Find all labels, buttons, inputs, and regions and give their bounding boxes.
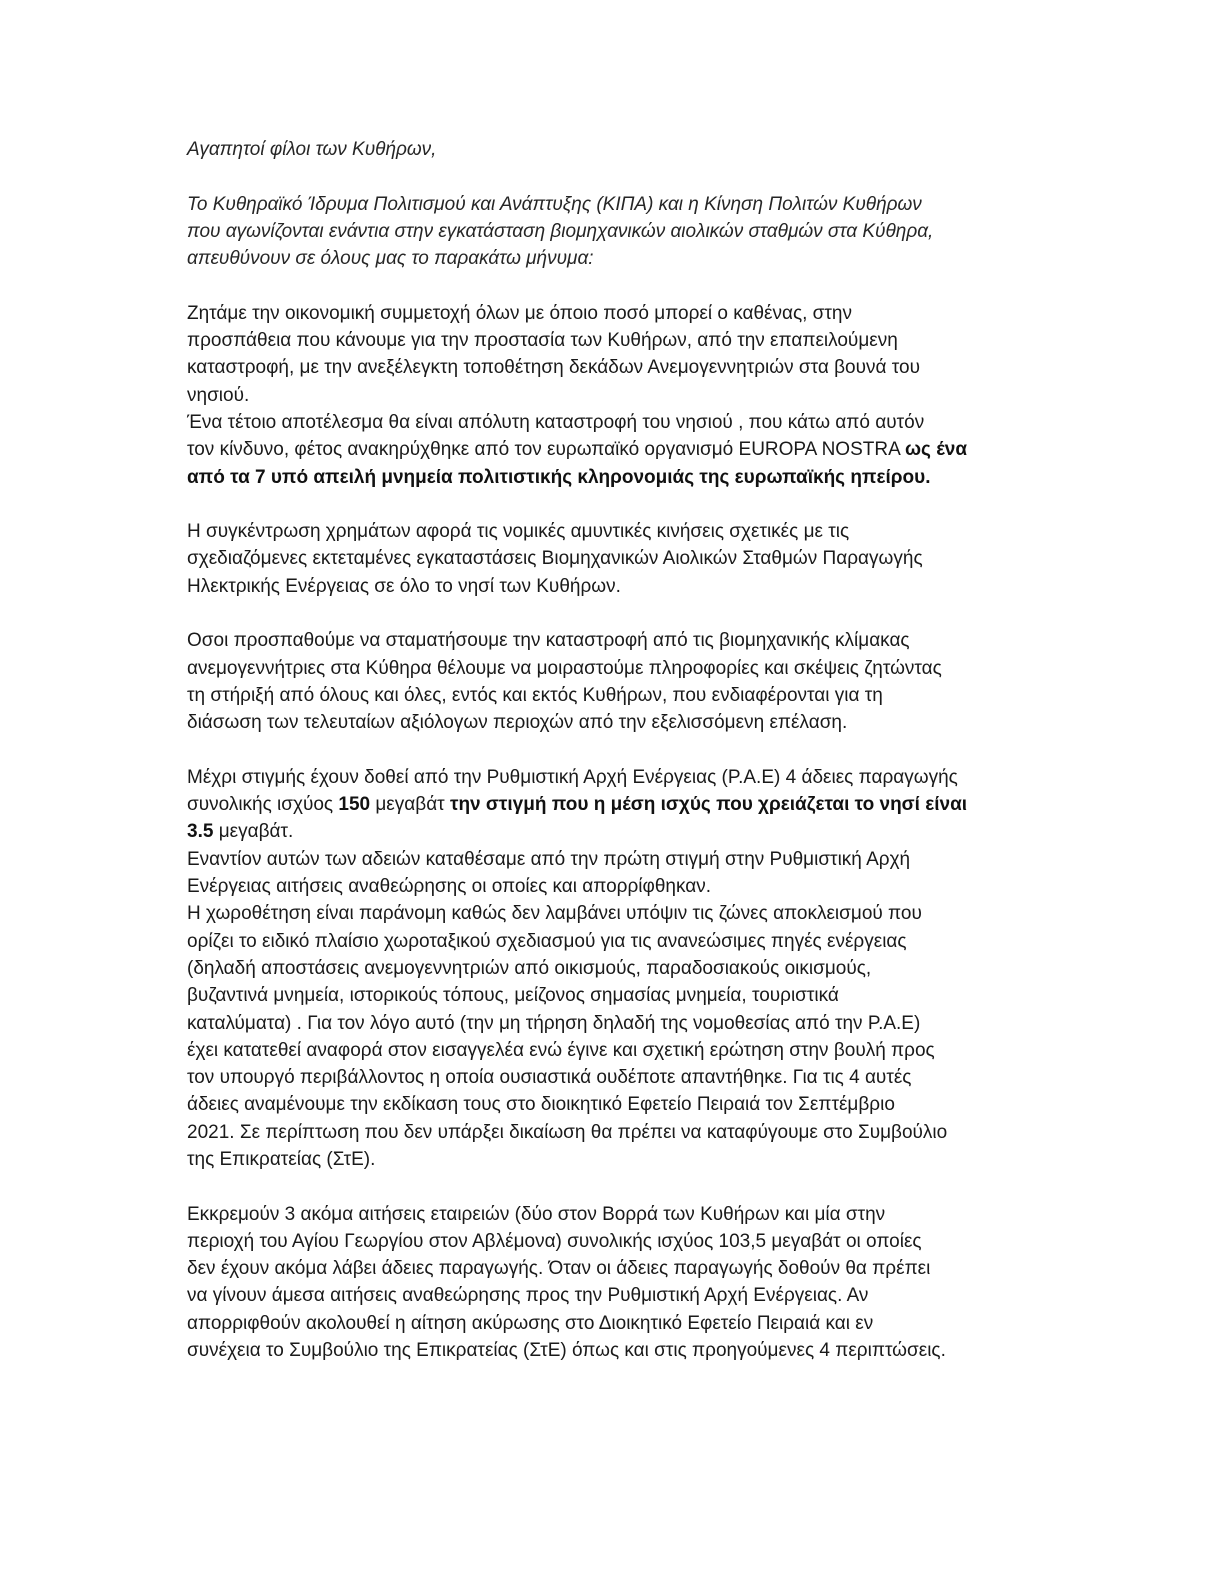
support-line: Οσοι προσπαθούμε να σταματήσουμε την καταστροφή από τις βιομηχανικής κλίμακας (187, 630, 910, 652)
appeal-line: Ζητάμε την οικονομική συμμετοχή όλων με όποιο ποσό μπορεί ο καθένας, στην (187, 302, 852, 324)
licenses-text: συνολικής ισχύος (187, 794, 339, 816)
licenses-text: μεγαβάτ. (213, 821, 294, 843)
paragraph-gap (187, 491, 1037, 518)
paragraph-gap (187, 163, 1037, 190)
support-line: ανεμογεννήτριες στα Κύθηρα θέλουμε να μοιραστούμε πληροφορίες και σκέψεις ζητώντας (187, 657, 942, 679)
support-line: τη στήριξή από όλους και όλες, εντός και εκτός Κυθήρων, που ενδιαφέρονται για τη (187, 684, 883, 706)
licenses-line (187, 818, 1037, 845)
appeal-paragraph (187, 300, 1037, 491)
appeal-text: τον κίνδυνο, φέτος ανακηρύχθηκε από τον ευρωπαϊκό οργανισμό EUROPA NOSTRA (187, 439, 905, 461)
support-paragraph (187, 627, 1037, 736)
funding-line: Η συγκέντρωση χρημάτων αφορά τις νομικές αμυντικές κινήσεις σχετικές με τις (187, 521, 850, 543)
intro-paragraph (187, 191, 1037, 273)
licenses-paragraph (187, 764, 1037, 1173)
licenses-line: Εναντίον αυτών των αδειών καταθέσαμε από την πρώτη στιγμή στην Ρυθμιστική Αρχή (187, 848, 911, 870)
appeal-bold-text: από τα 7 υπό απειλή μνημεία πολιτιστικής κληρονομιάς της ευρωπαϊκής ηπείρου. (187, 466, 931, 488)
paragraph-gap (187, 600, 1037, 627)
pending-line: δεν έχουν ακόμα λάβει άδειες παραγωγής. Όταν οι άδειες παραγωγής δοθούν θα πρέπει (187, 1258, 931, 1280)
pending-line: συνέχεια το Συμβούλιο της Επικρατείας (ΣτΕ) όπως και στις προηγούμενες 4 περιπτώσεις. (187, 1340, 946, 1362)
licenses-line: τον υπουργό περιβάλλοντος η οποία ουσιαστικά ουδέποτε απαντήθηκε. Για τις 4 αυτές (187, 1067, 912, 1089)
pending-line: απορριφθούν ακολουθεί η αίτηση ακύρωσης στο Διοικητικό Εφετείο Πειραιά και εν (187, 1312, 874, 1334)
intro-line: Το Κυθηραϊκό Ίδρυμα Πολιτισμού και Ανάπτυξης (ΚΙΠΑ) και η Κίνηση Πολιτών Κυθήρων (187, 193, 922, 215)
appeal-line: Ένα τέτοιο αποτέλεσμα θα είναι απόλυτη καταστροφή του νησιού , που κάτω από αυτόν (187, 411, 925, 433)
pending-line: να γίνουν άμεσα αιτήσεις αναθεώρησης προς την Ρυθμιστική Αρχή Ενέργειας. Αν (187, 1285, 869, 1307)
appeal-line: καταστροφή, με την ανεξέλεγκτη τοποθέτηση δεκάδων Ανεμογεννητριών στα βουνά του (187, 357, 920, 379)
support-line: διάσωση των τελευταίων αξιόλογων περιοχών από την εξελισσόμενη επέλαση. (187, 712, 848, 734)
licenses-text: μεγαβάτ (370, 794, 450, 816)
appeal-line: προσπάθεια που κάνουμε για την προστασία των Κυθήρων, από την επαπειλούμενη (187, 330, 898, 352)
intro-line: απευθύνουν σε όλους μας το παρακάτω μήνυμα: (187, 248, 594, 270)
intro-line: που αγωνίζονται ενάντια στην εγκατάσταση βιομηχανικών αιολικών σταθμών στα Κύθηρα, (187, 220, 934, 242)
licenses-bold-text: 3.5 (187, 821, 214, 843)
appeal-bold-text: ως ένα (905, 439, 968, 461)
pending-line: Εκκρεμούν 3 ακόμα αιτήσεις εταιρειών (δύο στον Βορρά των Κυθήρων και μία στην (187, 1203, 886, 1225)
pending-line: περιοχή του Αγίου Γεωργίου στον Αβλέμονα) συνολικής ισχύος 103,5 μεγαβάτ οι οποίες (187, 1230, 922, 1252)
licenses-line: (δηλαδή αποστάσεις ανεμογεννητριών από οικισμούς, παραδοσιακούς οικισμούς, (187, 957, 872, 979)
licenses-line: Η χωροθέτηση είναι παράνομη καθώς δεν λαμβάνει υπόψιν τις ζώνες αποκλεισμού που (187, 903, 922, 925)
licenses-line: ορίζει το ειδικό πλαίσιο χωροταξικού σχεδιασμού για τις ανανεώσιμες πηγές ενέργειας (187, 930, 907, 952)
licenses-line: Ενέργειας αιτήσεις αναθεώρησης οι οποίες και απορρίφθηκαν. (187, 876, 712, 898)
licenses-bold-text: 150 (338, 794, 371, 816)
licenses-line: άδειες αναμένουμε την εκδίκαση τους στο διοικητικό Εφετείο Πειραιά τον Σεπτέμβριο (187, 1094, 895, 1116)
funding-line: σχεδιαζόμενες εκτεταμένες εγκαταστάσεις Βιομηχανικών Αιολικών Σταθμών Παραγωγής (187, 548, 923, 570)
appeal-line: νησιού. (187, 384, 250, 406)
appeal-line (187, 464, 1037, 491)
licenses-line: 2021. Σε περίπτωση που δεν υπάρξει δικαίωση θα πρέπει να καταφύγουμε στο Συμβούλιο (187, 1121, 948, 1143)
paragraph-gap (187, 1173, 1037, 1200)
licenses-line: βυζαντινά μνημεία, ιστορικούς τόπους, μείζονος σημασίας μνημεία, τουριστικά (187, 985, 839, 1007)
paragraph-gap (187, 737, 1037, 764)
licenses-line: Μέχρι στιγμής έχουν δοθεί από την Ρυθμιστική Αρχή Ενέργειας (Ρ.Α.Ε) 4 άδειες παραγωγής (187, 766, 958, 788)
licenses-line: της Επικρατείας (ΣτΕ). (187, 1148, 376, 1170)
paragraph-gap (187, 272, 1037, 299)
funding-line: Ηλεκτρικής Ενέργειας σε όλο το νησί των Κυθήρων. (187, 575, 621, 597)
greeting: Αγαπητοί φίλοι των Κυθήρων, (187, 139, 437, 160)
licenses-line: καταλύματα) . Για τον λόγο αυτό (την μη τήρηση δηλαδή της νομοθεσίας από την Ρ.Α.Ε) (187, 1012, 921, 1034)
letter-body (187, 136, 1037, 1364)
licenses-line: έχει κατατεθεί αναφορά στον εισαγγελέα ενώ έγινε και σχετική ερώτηση στην βουλή προς (187, 1039, 935, 1061)
pending-paragraph (187, 1201, 1037, 1365)
appeal-line (187, 436, 1037, 463)
licenses-line (187, 791, 1037, 818)
licenses-bold-text: την στιγμή που η μέση ισχύς που χρειάζεται το νησί είναι (449, 794, 968, 816)
funding-paragraph (187, 518, 1037, 600)
